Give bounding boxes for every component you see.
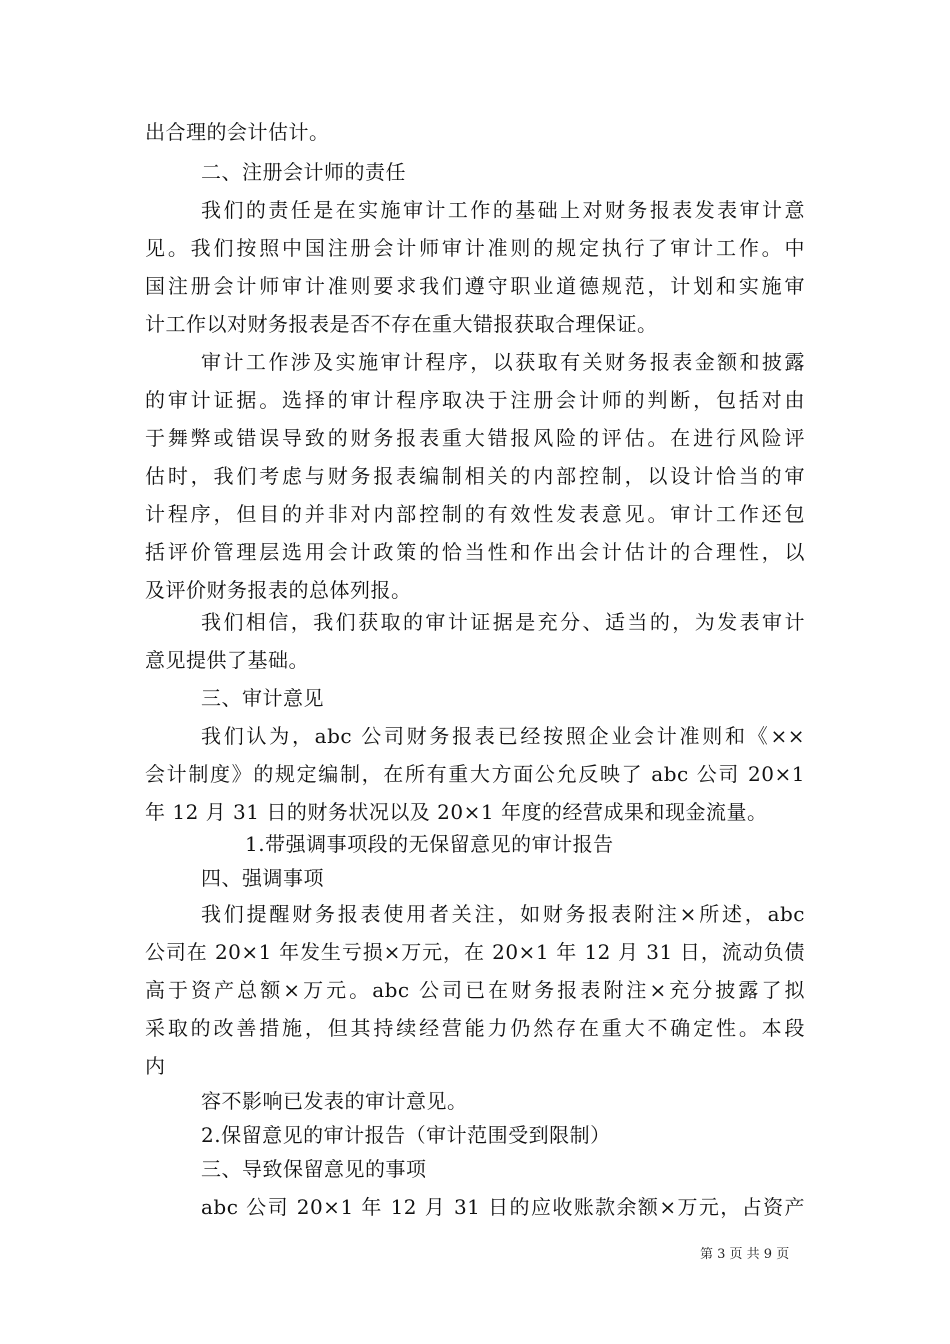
section-heading: 三、导致保留意见的事项	[201, 1157, 427, 1181]
text-line: 于舞弊或错误导致的财务报表重大错报风险的评估。在进行风险评	[145, 426, 805, 450]
section-heading: 2.保留意见的审计报告（审计范围受到限制）	[201, 1123, 611, 1147]
text-line: 年 12 月 31 日的财务状况以及 20×1 年度的经营成果和现金流量。	[145, 800, 768, 824]
section-heading: 1.带强调事项段的无保留意见的审计报告	[245, 832, 614, 856]
text-line: 我们相信，我们获取的审计证据是充分、适当的，为发表审计	[201, 610, 805, 634]
text-line: abc 公司 20×1 年 12 月 31 日的应收账款余额×万元，占资产	[201, 1195, 805, 1219]
text-line: 审计工作涉及实施审计程序，以获取有关财务报表金额和披露	[201, 350, 805, 374]
text-line: 我们提醒财务报表使用者关注，如财务报表附注×所述，abc	[201, 902, 805, 926]
text-line: 内	[145, 1054, 166, 1078]
text-line: 国注册会计师审计准则要求我们遵守职业道德规范，计划和实施审	[145, 274, 805, 298]
text-line: 计程序，但目的并非对内部控制的有效性发表意见。审计工作还包	[145, 502, 805, 526]
text-line: 意见提供了基础。	[145, 648, 309, 672]
text-line: 公司在 20×1 年发生亏损×万元，在 20×1 年 12 月 31 日，流动负债	[145, 940, 805, 964]
text-line: 我们的责任是在实施审计工作的基础上对财务报表发表审计意	[201, 198, 805, 222]
section-heading: 三、审计意见	[201, 686, 324, 710]
text-line: 计工作以对财务报表是否不存在重大错报获取合理保证。	[145, 312, 658, 336]
text-line: 的审计证据。选择的审计程序取决于注册会计师的判断，包括对由	[145, 388, 805, 412]
text-line: 及评价财务报表的总体列报。	[145, 578, 412, 602]
text-line: 出合理的会计估计。	[145, 120, 330, 144]
text-line: 估时，我们考虑与财务报表编制相关的内部控制，以设计恰当的审	[145, 464, 805, 488]
section-heading: 二、注册会计师的责任	[201, 160, 406, 184]
section-heading: 四、强调事项	[201, 866, 324, 890]
text-line: 容不影响已发表的审计意见。	[201, 1089, 468, 1113]
text-line: 见。我们按照中国注册会计师审计准则的规定执行了审计工作。中	[145, 236, 805, 260]
text-line: 采取的改善措施，但其持续经营能力仍然存在重大不确定性。本段	[145, 1016, 805, 1040]
text-line: 括评价管理层选用会计政策的恰当性和作出会计估计的合理性，以	[145, 540, 805, 564]
page-number: 第 3 页 共 9 页	[700, 1247, 790, 1262]
text-line: 高于资产总额×万元。abc 公司已在财务报表附注×充分披露了拟	[145, 978, 805, 1002]
text-line: 我们认为，abc 公司财务报表已经按照企业会计准则和《××	[201, 724, 805, 748]
text-line: 会计制度》的规定编制，在所有重大方面公允反映了 abc 公司 20×1	[145, 762, 805, 786]
